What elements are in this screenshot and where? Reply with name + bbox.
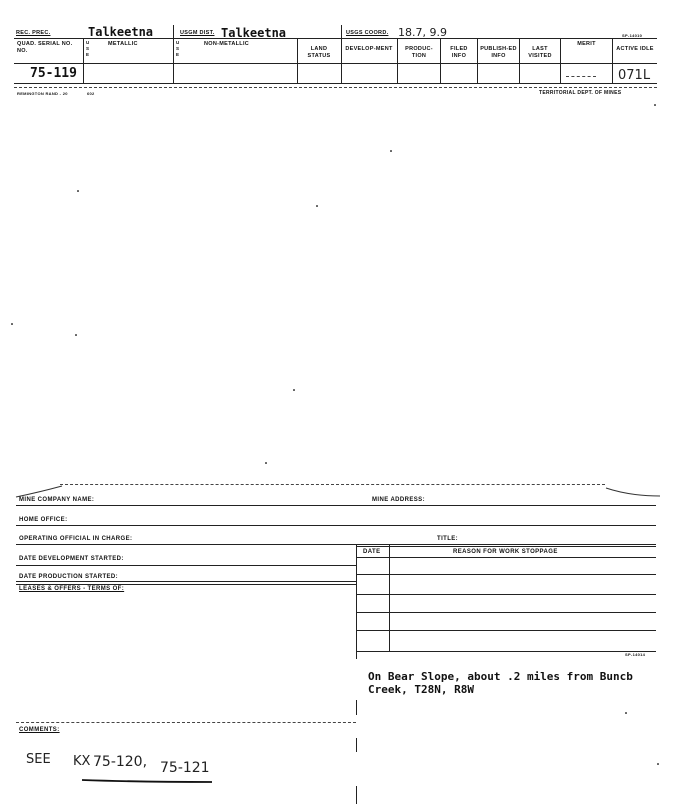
table-left-border [356,544,357,659]
home-office-rule [16,525,656,526]
col-land-status: LAND STATUS [307,46,331,59]
col-production: PRODUC-TION [405,46,433,59]
company-rule [16,505,656,506]
row-bottom-rule [14,83,657,84]
card-curl-edge [0,478,678,508]
serial-value: 75-119 [30,66,77,81]
usgs-coord-label: USGS COORD. [346,30,389,36]
col-divider [297,38,298,83]
footer-left-code: 602 [87,91,95,96]
see-prefix: KX [73,754,91,769]
see-ref-1: 75-120, [93,754,148,770]
col-divider [83,38,84,83]
home-office-label: HOME OFFICE: [19,517,68,523]
form-code-bottom: SP-14014 [625,652,646,657]
col-divider [477,38,478,83]
see-underline [80,770,220,786]
col-quad-serial: QUAD. SERIAL NO. NO. [17,41,73,54]
production-rule-double [16,584,356,585]
scan-speck [654,104,656,106]
production-rule [16,581,356,582]
active-idle-value: 071L [618,68,651,83]
scan-speck [657,763,659,765]
scan-speck [293,389,295,391]
date-development-label: DATE DEVELOPMENT STARTED: [19,556,124,562]
scan-speck [316,205,318,207]
table-row-rule [356,651,656,652]
location-note-line-1: On Bear Slope, about .2 miles from Buncb [368,670,633,683]
scan-speck [75,334,77,336]
col-published-info: PUBLISH-ED INFO [480,46,517,59]
official-rule-double [356,546,656,547]
col-divider [612,38,613,83]
col-divider [440,38,441,83]
operating-official-label: OPERATING OFFICIAL IN CHARGE: [19,536,133,542]
col-divider [519,38,520,83]
see-label: SEE [26,752,51,767]
scan-speck [625,712,627,714]
table-row-rule [356,612,656,613]
table-date-divider [389,544,390,652]
table-row-rule [356,574,656,575]
col-divider [560,38,561,83]
scan-speck [11,323,13,325]
table-row-rule [356,630,656,631]
merit-scribble [566,76,596,77]
right-column-border [356,700,357,715]
comments-rule [16,722,356,723]
comments-label: COMMENTS: [19,727,60,733]
scan-speck [265,462,267,464]
scan-speck [77,190,79,192]
col-metallic: METALLIC [108,41,138,47]
table-row-rule [356,557,656,558]
col-filed-info: FILED INFO [450,46,468,59]
usgm-dist-value: Talkeetna [221,26,287,40]
scan-speck [390,150,392,152]
col-use-2: U S E [176,40,180,57]
stoppage-reason-header: REASON FOR WORK STOPPAGE [453,549,558,555]
form-code-top: SP-14010 [622,33,643,38]
col-active-idle: ACTIVE IDLE [616,46,654,52]
mine-address-label: MINE ADDRESS: [372,497,425,503]
col-divider [397,38,398,83]
col-divider [341,25,342,83]
footer-right: TERRITORIAL DEPT. OF MINES [539,90,622,96]
usgs-coord-value: 18.7, 9.9 [398,26,447,39]
mine-company-name-label: MINE COMPANY NAME: [19,497,95,503]
card-bottom-edge [14,87,657,88]
table-row-rule [356,594,656,595]
leases-label: LEASES & OFFERS - TERMS OF: [19,586,125,592]
right-column-border [356,786,357,804]
col-use-1: U S E [86,40,90,57]
official-rule [16,544,656,545]
see-ref-2: 75-121 [160,760,210,776]
col-non-metallic: NON-METALLIC [204,41,250,47]
date-production-label: DATE PRODUCTION STARTED: [19,574,119,580]
right-column-border [356,738,357,752]
development-rule [16,565,356,566]
footer-left: REMINGTON RAND - 20 [17,91,68,96]
col-development: DEVELOP-MENT [345,46,393,52]
location-note-line-2: Creek, T28N, R8W [368,683,474,696]
title-label: TITLE: [437,536,459,542]
col-last-visited: LAST VISITED [528,46,552,59]
rec-prec-label: REC. PREC. [16,30,51,36]
usgm-dist-label: USGM DIST. [180,30,215,36]
col-divider [173,25,174,83]
stoppage-date-header: DATE [363,549,381,555]
rec-prec-value: Talkeetna [88,25,154,39]
col-merit: MERIT [577,41,596,47]
